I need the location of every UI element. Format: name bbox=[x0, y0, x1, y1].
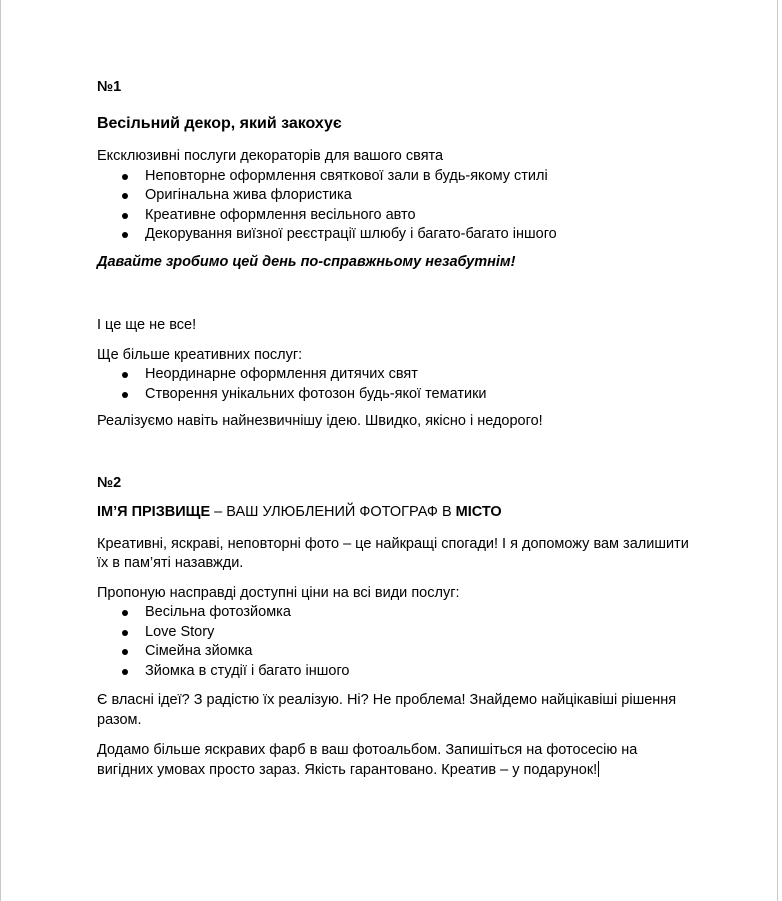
list-item: Love Story bbox=[97, 623, 707, 643]
paragraph3-line2-text: вигідних умовах просто зараз. Якість гарантовано. Креатив – у подарунок! bbox=[97, 761, 598, 778]
section1-list bbox=[97, 167, 707, 245]
city-name: МІСТО bbox=[455, 504, 502, 520]
list-item: Неординарне оформлення дитячих свят bbox=[97, 365, 707, 385]
section1-more-list bbox=[97, 365, 707, 404]
document-body[interactable] bbox=[97, 78, 707, 780]
list-item: Креативне оформлення весільного авто bbox=[97, 206, 707, 226]
section1-more-intro: Ще більше креативних послуг: bbox=[97, 346, 303, 363]
list-item: Сімейна зйомка bbox=[97, 642, 707, 662]
section1-heading: Весільний декор, який закохує bbox=[97, 114, 342, 132]
list-item: Оригінальна жива флористика bbox=[97, 186, 707, 206]
list-item: Декорування виїзної реєстрації шлюбу і багато-багато іншого bbox=[97, 225, 707, 245]
list-item: Створення унікальних фотозон будь-якої тематики bbox=[97, 385, 707, 405]
list-item: Весільна фотозйомка bbox=[97, 603, 707, 623]
section2-list bbox=[97, 603, 707, 681]
photographer-name: ІМ’Я ПРІЗВИЩЕ bbox=[97, 504, 211, 520]
section1-more: І це ще не все! bbox=[97, 317, 197, 333]
section2-paragraph3-line1: Додамо більше яскравих фарб в ваш фотоальбом. Запишіться на фотосесію на bbox=[97, 742, 638, 758]
list-item: Зйомка в студії і багато іншого bbox=[97, 662, 707, 682]
section2-number: №2 bbox=[97, 474, 122, 491]
section2-paragraph1-line2: їх в пам’яті назавжди. bbox=[97, 555, 244, 571]
section2-paragraph2-line2: разом. bbox=[97, 711, 142, 728]
section2-paragraph3-line2 bbox=[97, 761, 707, 781]
section2-intro: Пропоную насправді доступні ціни на всі види послуг: bbox=[97, 584, 460, 601]
section1-intro: Ексклюзивні послуги декораторів для вашого свята bbox=[97, 148, 444, 164]
section2-paragraph1-line1: Креативні, яскраві, неповторні фото – це найкращі спогади! І я допоможу вам залишити bbox=[97, 535, 689, 552]
heading-middle-text: – ВАШ УЛЮБЛЕНИЙ ФОТОГРАФ В bbox=[210, 504, 456, 520]
section2-paragraph2-line1: Є власні ідеї? З радістю їх реалізую. Ні? Не проблема! Знайдемо найцікавіші рішення bbox=[97, 692, 677, 708]
text-cursor bbox=[598, 761, 599, 777]
section1-closing: Реалізуємо навіть найнезвичнішу ідею. Швидко, якісно і недорого! bbox=[97, 413, 543, 429]
section2-heading bbox=[97, 503, 707, 523]
list-item: Неповторне оформлення святкової зали в будь-якому стилі bbox=[97, 167, 707, 187]
section1-slogan: Давайте зробимо цей день по-справжньому незабутнім! bbox=[97, 253, 516, 270]
section1-number: №1 bbox=[97, 79, 122, 95]
